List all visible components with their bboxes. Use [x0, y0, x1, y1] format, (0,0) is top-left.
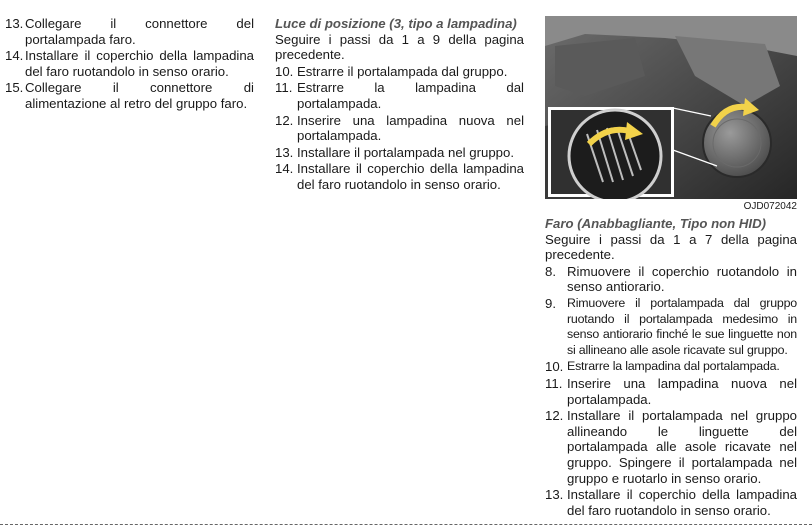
step-number: 10.: [545, 359, 564, 375]
list-item: [275, 80, 524, 111]
step-number: 15.: [5, 80, 24, 96]
list-item: [5, 16, 254, 47]
step-text: Inserire una lampadina nuova nel portalampada.: [567, 375, 797, 407]
step-number: 12.: [275, 112, 294, 128]
step-number: 11.: [545, 375, 563, 391]
step-text: Rimuovere il coperchio ruotandolo in senso antiorario.: [567, 263, 797, 295]
step-number: 13.: [5, 16, 24, 31]
headlamp-photo: [545, 16, 797, 199]
middle-steps-list: [275, 64, 524, 193]
list-item: [545, 487, 797, 518]
list-item: [5, 80, 254, 111]
step-text: Collegare il connettore di alimentazione al retro del gruppo faro.: [25, 80, 254, 111]
right-column: [545, 16, 797, 519]
figure-code: OJD072042: [743, 201, 797, 212]
list-item: [275, 64, 524, 80]
step-number: 10.: [275, 63, 294, 79]
step-text: Installare il coperchio della lampadina del faro ruotandolo in senso orario.: [567, 487, 797, 518]
list-item: [275, 145, 524, 161]
step-number: 13.: [275, 144, 294, 160]
list-item: [545, 296, 797, 358]
step-text: Installare il coperchio della lampadina del faro ruotandolo in senso orario.: [297, 161, 524, 192]
step-number: 11.: [275, 80, 293, 96]
section-intro: Seguire i passi da 1 a 7 della pagina precedente.: [545, 231, 797, 263]
page-bottom-divider: [0, 524, 812, 525]
step-text: Installare il coperchio della lampadina del faro ruotandolo in senso orario.: [25, 48, 254, 79]
list-item: [545, 376, 797, 407]
section-title-headlamp: Faro (Anabbagliante, Tipo non HID): [545, 216, 767, 231]
section-title-position-light: Luce di posizione (3, tipo a lampadina): [275, 16, 517, 31]
list-item: [545, 359, 797, 375]
list-item: [5, 48, 254, 79]
step-number: 8.: [545, 263, 556, 279]
step-number: 12.: [545, 408, 564, 424]
step-number: 9.: [545, 295, 556, 311]
list-item: [275, 113, 524, 144]
step-text: Installare il portalampada nel gruppo allineando le linguette del portalampada alle asole ricavate nel gruppo. Spingere il portalampada nel gruppo e ruotarlo in senso orario.: [567, 408, 797, 486]
step-text: Collegare il connettore del portalampada faro.: [25, 16, 254, 47]
headlamp-illustration: [545, 16, 797, 199]
left-column: [5, 16, 254, 113]
right-steps-list: [545, 264, 797, 519]
step-text: Installare il portalampada nel gruppo.: [297, 144, 514, 160]
step-number: 13.: [545, 487, 564, 503]
step-text: Estrarre la lampadina dal portalampada.: [567, 359, 780, 374]
step-text: Estrarre la lampadina dal portalampada.: [297, 80, 524, 111]
step-text: Estrarre il portalampada dal gruppo.: [297, 63, 508, 79]
left-steps-list: [5, 16, 254, 112]
list-item: [275, 161, 524, 192]
step-number: 14.: [5, 48, 24, 64]
step-number: 14.: [275, 161, 294, 177]
step-text: Rimuovere il portalampada dal gruppo ruotando il portalampada medesimo in senso antiorario finché le sue linguette non si allineano alle asole ricavate sul gruppo.: [567, 295, 797, 357]
step-text: Inserire una lampadina nuova nel portalampada.: [297, 112, 524, 144]
list-item: [545, 264, 797, 295]
list-item: [545, 408, 797, 486]
section-intro: Seguire i passi da 1 a 9 della pagina precedente.: [275, 31, 524, 63]
middle-column: [275, 16, 524, 194]
